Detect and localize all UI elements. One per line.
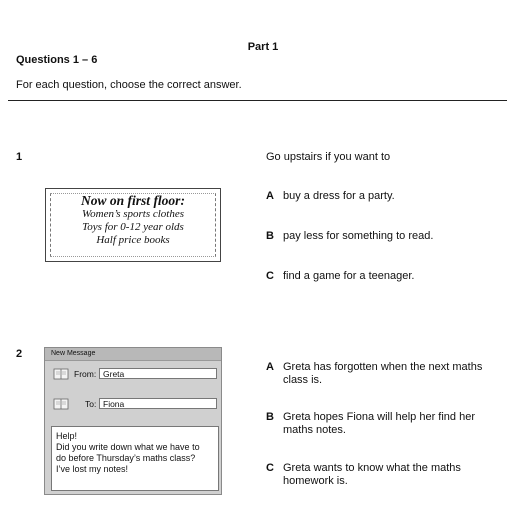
from-field[interactable]: Greta bbox=[99, 368, 217, 379]
question-2-option-a[interactable] bbox=[266, 361, 496, 387]
question-1-option-b[interactable] bbox=[266, 230, 496, 243]
notice-line: Toys for 0-12 year olds bbox=[82, 221, 184, 233]
notice-line: Women’s sports clothes bbox=[81, 208, 185, 220]
option-letter: B bbox=[266, 411, 274, 423]
option-text: pay less for something to read. bbox=[283, 230, 434, 242]
question-number-1: 1 bbox=[16, 151, 23, 163]
question-1-option-a[interactable] bbox=[266, 190, 496, 203]
questions-range: Questions 1 – 6 bbox=[16, 54, 98, 66]
message-window-title: New Message bbox=[45, 348, 221, 361]
message-line: Did you write down what we have to bbox=[56, 442, 200, 452]
notice-text bbox=[46, 193, 220, 247]
notice-sign bbox=[45, 188, 221, 262]
option-text: find a game for a teenager. bbox=[283, 270, 415, 282]
option-text: Greta wants to know what the maths homework is. bbox=[283, 462, 461, 487]
question-1-option-c[interactable] bbox=[266, 270, 496, 283]
question-number-2: 2 bbox=[16, 348, 23, 360]
option-letter: A bbox=[266, 190, 274, 202]
message-line: I’ve lost my notes! bbox=[56, 464, 129, 474]
message-line: Help! bbox=[56, 431, 78, 441]
option-text: Greta hopes Fiona will help her find her maths notes. bbox=[283, 411, 475, 436]
message-body[interactable] bbox=[51, 426, 219, 491]
option-letter: C bbox=[266, 462, 274, 474]
part-title: Part 1 bbox=[247, 41, 279, 53]
option-text: Greta has forgotten when the next maths class is. bbox=[283, 361, 483, 386]
address-book-icon bbox=[53, 368, 69, 380]
notice-line: Half price books bbox=[96, 234, 170, 246]
from-label: From: bbox=[74, 369, 97, 379]
to-field[interactable]: Fiona bbox=[99, 398, 217, 409]
question-2-option-c[interactable] bbox=[266, 462, 496, 488]
address-book-icon bbox=[53, 398, 69, 410]
divider bbox=[8, 100, 507, 101]
instruction-text: For each question, choose the correct answer. bbox=[16, 79, 242, 91]
message-line: do before Thursday’s maths class? bbox=[56, 453, 196, 463]
message-window bbox=[44, 347, 222, 495]
option-letter: A bbox=[266, 361, 274, 373]
option-text: buy a dress for a party. bbox=[283, 190, 395, 202]
option-letter: B bbox=[266, 230, 274, 242]
question-2-option-b[interactable] bbox=[266, 411, 496, 437]
notice-heading: Now on first floor: bbox=[81, 193, 185, 208]
to-label: To: bbox=[85, 399, 97, 409]
question-1-prompt: Go upstairs if you want to bbox=[266, 151, 391, 163]
option-letter: C bbox=[266, 270, 274, 282]
